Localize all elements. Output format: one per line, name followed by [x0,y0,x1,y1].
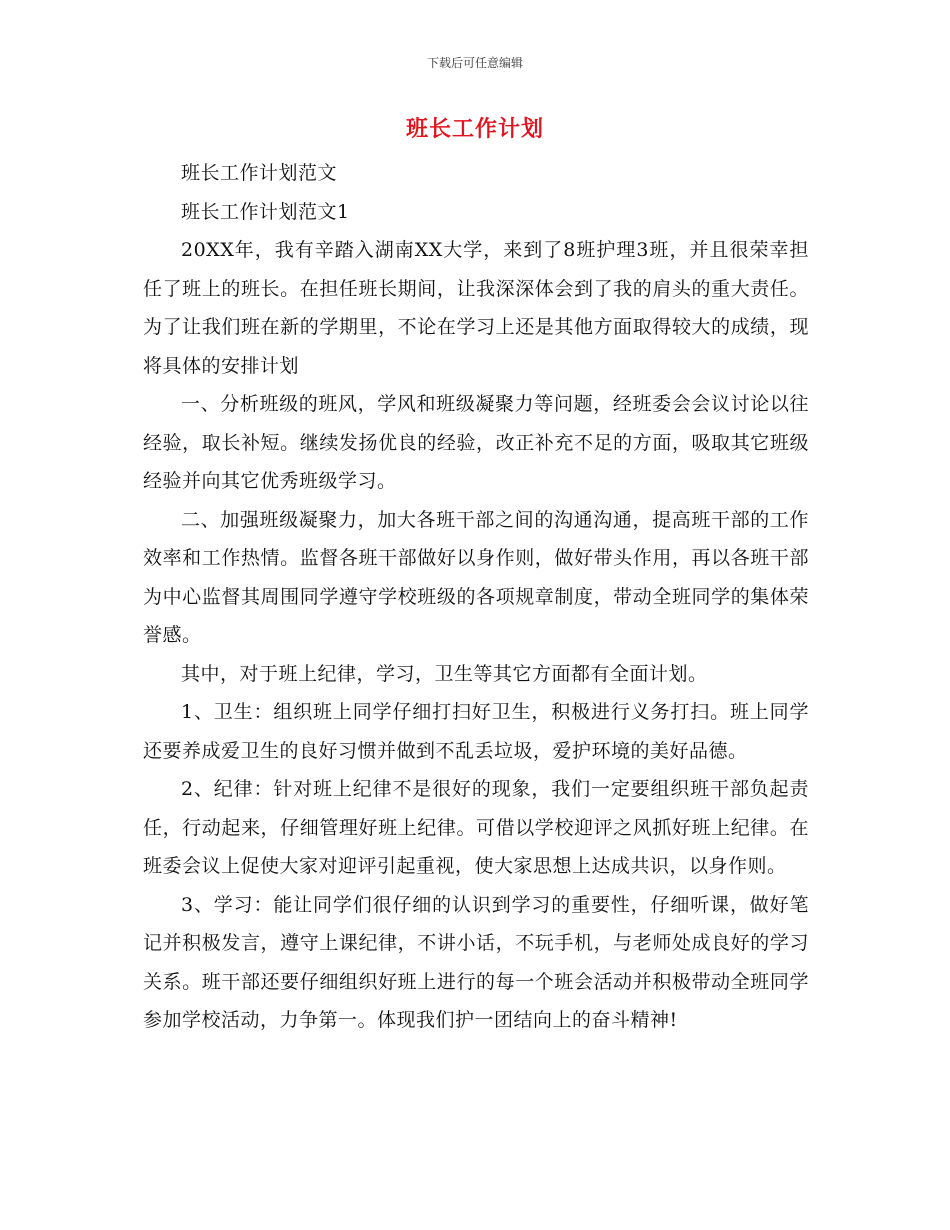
paragraph-discipline: 2、纪律：针对班上纪律不是很好的现象，我们一定要组织班干部负起责任，行动起来，仔细管理好班上纪律。可借以学校迎评之风抓好班上纪律。在班委会议上促使大家对迎评引起重视，使大家思想上达成共识，以身作则。 [143,778,809,877]
paragraph-subtitle: 班长工作计划范文 [181,162,338,184]
paragraph-hygiene: 1、卫生：组织班上同学仔细打扫好卫生，积极进行义务打扫。班上同学还要养成爱卫生的良好习惯并做到不乱丢垃圾，爱护环境的美好品德。 [143,701,809,762]
paragraph-point-two: 二、加强班级凝聚力，加大各班干部之间的沟通沟通，提高班干部的工作效率和工作热情。监督各班干部做好以身作则，做好带头作用，再以各班干部为中心监督其周围同学遵守学校班级的各项规章制度，带动全班同学的集体荣誉感。 [143,508,809,646]
document-title: 班长工作计划 [405,117,544,142]
header-note: 下载后可任意编辑 [426,56,523,70]
paragraph-point-one: 一、分析班级的班风，学风和班级凝聚力等问题，经班委会会议讨论以往经验，取长补短。继续发扬优良的经验，改正补充不足的方面，吸取其它班级经验并向其它优秀班级学习。 [143,393,809,492]
paragraph-study: 3、学习：能让同学们很仔细的认识到学习的重要性，仔细听课，做好笔记并积极发言，遵守上课纪律，不讲小话，不玩手机，与老师处成良好的学习关系。班干部还要仔细组织好班上进行的每一个班会活动并积极带动全班同学参加学校活动，力争第一。体现我们护一团结向上的奋斗精神! [143,893,809,1031]
paragraph-overview: 其中，对于班上纪律，学习，卫生等其它方面都有全面计划。 [181,662,708,685]
paragraph-section-heading: 班长工作计划范文1 [181,200,350,223]
document-body [143,154,809,1040]
paragraph-intro: 20XX年，我有辛踏入湖南XX大学，来到了8班护理3班，并且很荣幸担任了班上的班长。在担任班长期间，让我深深体会到了我的肩头的重大责任。为了让我们班在新的学期里，不论在学习上还是其他方面取得较大的成绩，现将具体的安排计划 [143,239,809,377]
